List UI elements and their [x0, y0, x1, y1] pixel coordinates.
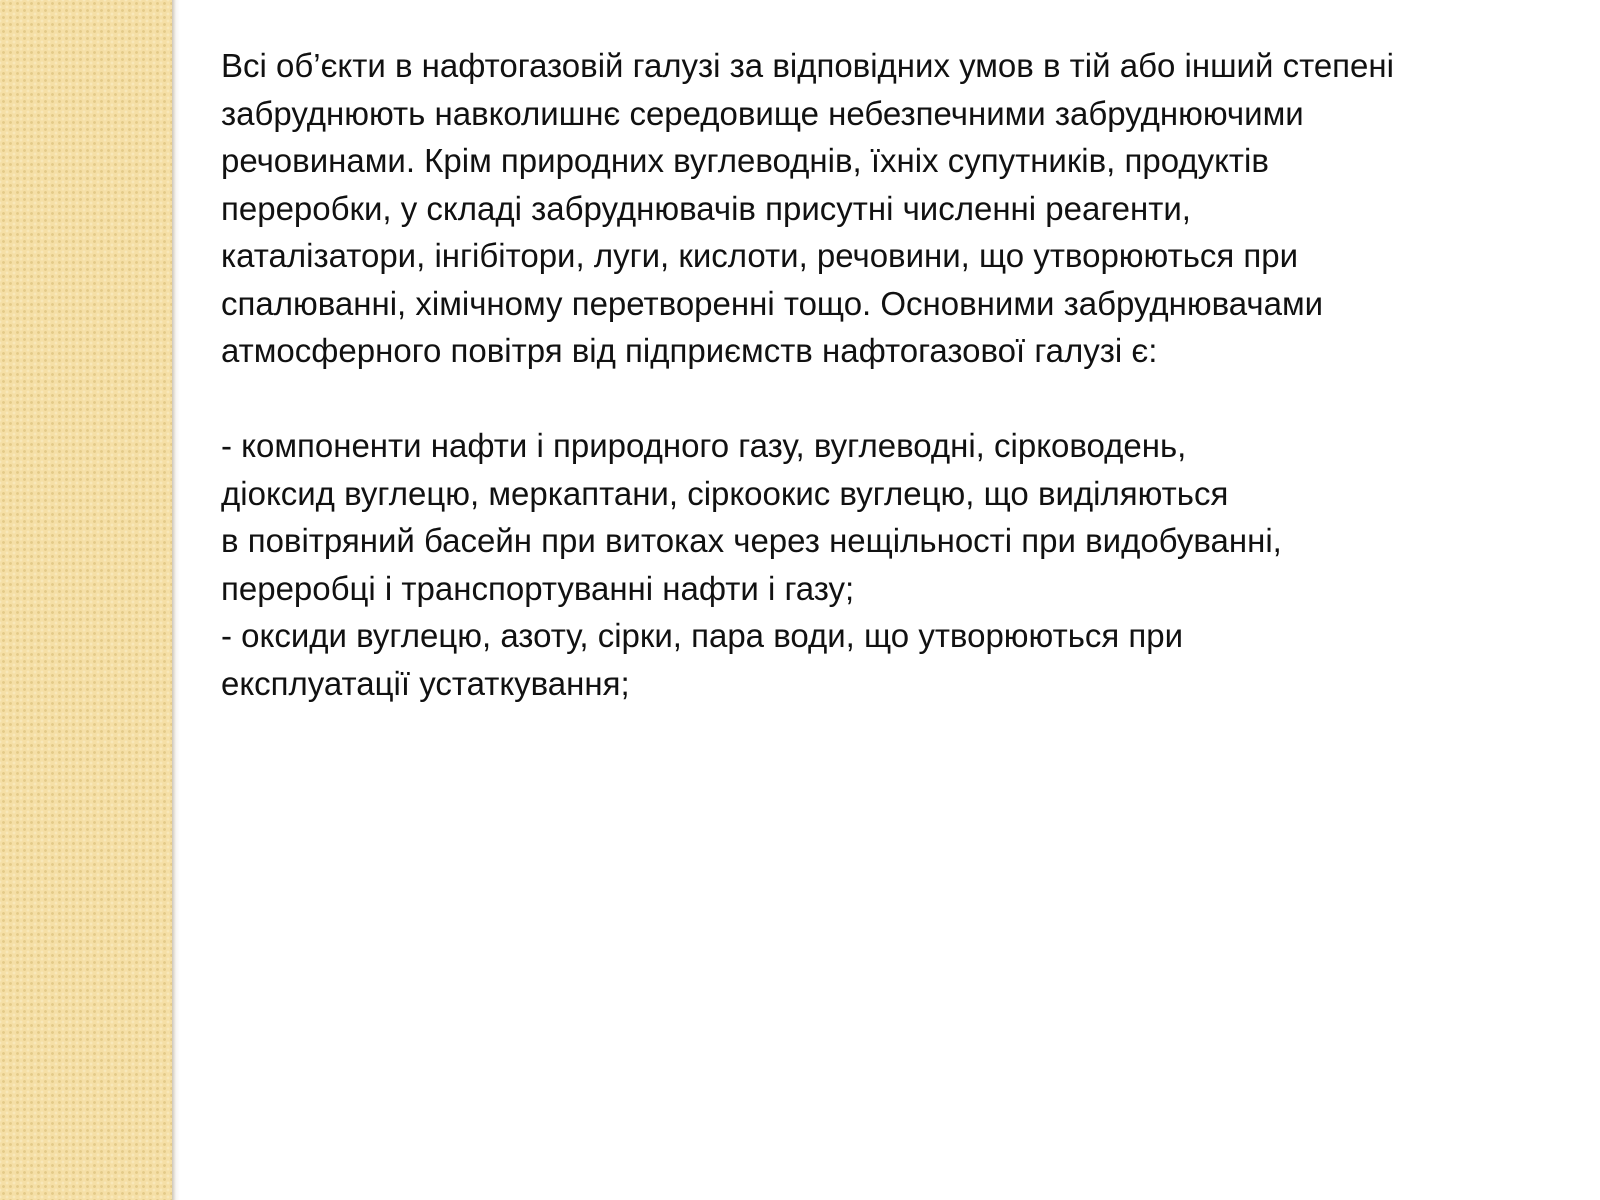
slide-body-text [221, 42, 1561, 707]
paragraph-line: Всі об’єкти в нафтогазовій галузі за відповідних умов в тій або інший степені [221, 47, 1394, 84]
list-line: - компоненти нафти і природного газу, вуглеводні, сірководень, [221, 427, 1187, 464]
list-line: переробці і транспортуванні нафти і газу; [221, 569, 855, 607]
side-panel-shadow [172, 0, 180, 1200]
paragraph-line: каталізатори, інгібітори, луги, кислоти, речовини, що утворюються при [221, 237, 1299, 274]
list-line: - оксиди вуглецю, азоту, сірки, пара води, що утворюються при [221, 617, 1184, 654]
paragraph-line: спалюванні, хімічному перетворенні тощо. Основними забруднювачами [221, 284, 1324, 322]
paragraph-line: атмосферного повітря від підприємств нафтогазової галузі є: [221, 332, 1158, 369]
decorative-side-panel [0, 0, 172, 1200]
paragraph-line: речовинами. Крім природних вуглеводнів, їхніх супутників, продуктів [221, 142, 1269, 179]
intro-paragraph [221, 42, 1561, 375]
pollutant-list [221, 422, 1561, 707]
paragraph-spacer [221, 375, 1561, 423]
list-line: діоксид вуглецю, меркаптани, сіркоокис вуглецю, що виділяються [221, 474, 1229, 512]
paragraph-line: переробки, у складі забруднювачів присутні численні реагенти, [221, 189, 1191, 227]
list-line: експлуатації устаткування; [221, 664, 630, 702]
paragraph-line: забруднюють навколишнє середовище небезпечними забруднюючими [221, 94, 1304, 132]
list-line: в повітряний басейн при витоках через нещільності при видобуванні, [221, 522, 1282, 559]
